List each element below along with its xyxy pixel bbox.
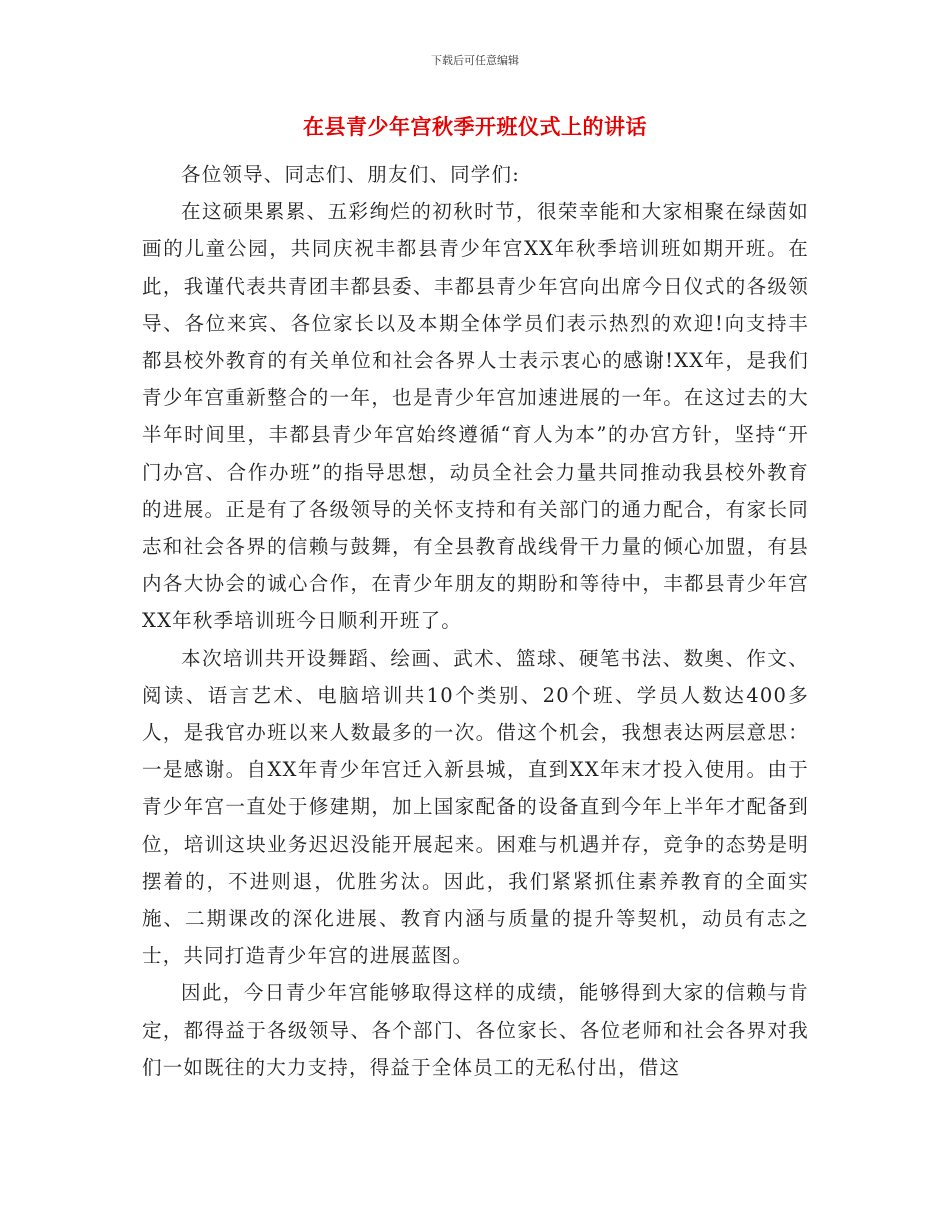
header-note: 下载后可任意编辑 <box>431 54 519 67</box>
paragraph: 因此，今日青少年宫能够取得这样的成绩，能够得到大家的信赖与肯定，都得益于各级领导、各个部门、各位家长、各位老师和社会各界对我们一如既往的大力支持，得益于全体员工的无私付出，借这 <box>142 981 809 1079</box>
paragraph: 在这硕果累累、五彩绚烂的初秋时节，很荣幸能和大家相聚在绿茵如画的儿童公园，共同庆祝丰都县青少年宫XX年秋季培训班如期开班。在此，我谨代表共青团丰都县委、丰都县青少年宫向出席今日仪式的各级领导、各位来宾、各位家长以及本期全体学员们表示热烈的欢迎!向支持丰都县校外教育的有关单位和社会各界人士表示衷心的感谢!XX年，是我们青少年宫重新整合的一年，也是青少年宫加速进展的一年。在这过去的大半年时间里，丰都县青少年宫始终遵循“育人为本”的办宫方针，坚持“开门办宫、合作办班”的指导思想，动员全社会力量共同推动我县校外教育的进展。正是有了各级领导的关怀支持和有关部门的通力配合，有家长同志和社会各界的信赖与鼓舞，有全县教育战线骨干力量的倾心加盟，有县内各大协会的诚心合作，在青少年朋友的期盼和等待中，丰都县青少年宫XX年秋季培训班今日顺利开班了。 <box>142 200 809 633</box>
paragraph-greeting: 各位领导、同志们、朋友们、同学们: <box>181 163 520 186</box>
document-body <box>142 156 809 1086</box>
document-title: 在县青少年宫秋季开班仪式上的讲话 <box>303 115 647 139</box>
paragraph: 本次培训共开设舞蹈、绘画、武术、篮球、硬笔书法、数奥、作文、阅读、语言艺术、电脑培训共10个类别、20个班、学员人数达400多人，是我官办班以来人数最多的一次。借这个机会，我想表达两层意思：一是感谢。自XX年青少年宫迁入新县城，直到XX年末才投入使用。由于青少年宫一直处于修建期，加上国家配备的设备直到今年上半年才配备到位，培训这块业务迟迟没能开展起来。困难与机遇并存，竞争的态势是明摆着的，不进则退，优胜劣汰。因此，我们紧紧抓住素养教育的全面实施、二期课改的深化进展、教育内涵与质量的提升等契机，动员有志之士，共同打造青少年宫的进展蓝图。 <box>142 646 809 968</box>
